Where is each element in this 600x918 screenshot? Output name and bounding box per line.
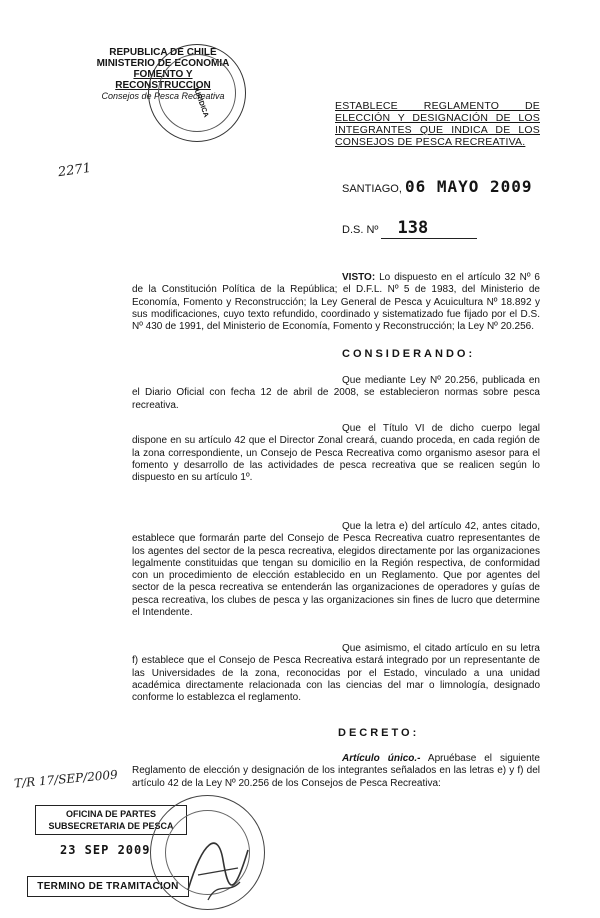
document-title bbox=[335, 100, 540, 148]
decree-number-line bbox=[342, 218, 477, 239]
office-stamp-line2: SUBSECRETARIA DE PESCA bbox=[48, 821, 174, 831]
article-label: Artículo único.- bbox=[342, 753, 421, 764]
decreto-heading: DECRETO: bbox=[338, 727, 420, 739]
received-date-stamp: 23 SEP 2009 bbox=[60, 843, 151, 857]
considerando-paragraph-3: Que la letra e) del artículo 42, antes citado, establece que formarán parte del Consejo de Pesca Recreativa cuatro representantes de los agentes del sector de la pesca recreativa, elegidos directamente por las organizaciones legalmente constituidas que tengan su domicilio en la Región respectiva, de conformidad con un procedimiento de elección establecido en un Reglamento. Que por agentes del sector de la pesca recreativa se entenderán las organizaciones de operadores y guías de pesca recreativa, los clubes de pesca y las organizaciones sin fines de lucro que determine el Intendente. bbox=[132, 521, 540, 619]
article-text: Apruébase el siguiente Reglamento de elección y designación de los integrantes señalados en las letras e) y f) del artículo 42 de la Ley Nº 20.256 de los Consejos de Pesca Recreativa: bbox=[132, 753, 540, 789]
letterhead-line3: FOMENTO Y RECONSTRUCCION bbox=[115, 69, 211, 91]
letterhead-line4: Consejos de Pesca Recreativa bbox=[101, 91, 225, 101]
considerando-paragraph-2: Que el Título VI de dicho cuerpo legal dispone en su artículo 42 que el Director Zonal creará, cuando proceda, en cada región de la zona correspondiente, un Consejo de Pesca Recreativa como organismo asesor para el fomento y desarrollo de las actividades de pesca recreativa que se realicen según lo dispuesto en su artículo 1º. bbox=[132, 423, 540, 484]
visto-text: Lo dispuesto en el artículo 32 Nº 6 de la Constitución Política de la República; el D.F.L. Nº 5 de 1983, del Ministerio de Economía, Fomento y Reconstrucción; la Ley General de Pesca y Acuicultura Nº 18.892 y sus modificaciones, cuyo texto refundido, coordinado y sistematizado fue fijado por el D.S. Nº 430 de 1991, del Ministerio de Economía, Fomento y Reconstrucción; la Ley Nº 20.256. bbox=[132, 272, 540, 333]
letterhead-line1: REPUBLICA DE CHILE bbox=[109, 47, 217, 58]
date-place: SANTIAGO, bbox=[342, 183, 402, 195]
decreto-article bbox=[132, 753, 540, 790]
decree-number: 138 bbox=[381, 218, 477, 239]
decree-number-label: D.S. Nº bbox=[342, 224, 379, 236]
document-title-text: ESTABLECE REGLAMENTO DE ELECCIÓN Y DESIGNACIÓN DE LOS INTEGRANTES QUE INDICA DE LOS CONSEJOS DE PESCA RECREATIVA. bbox=[335, 100, 540, 148]
letterhead-line2: MINISTERIO DE ECONOMIA bbox=[96, 58, 230, 69]
office-stamp-line1: OFICINA DE PARTES bbox=[65, 809, 156, 819]
handwritten-note: T/R 17/SEP/2009 bbox=[13, 767, 119, 791]
date-line bbox=[342, 177, 533, 196]
ministry-seal-text: JURIDICA bbox=[191, 85, 210, 119]
visto-label: VISTO: bbox=[342, 272, 376, 283]
considerando-paragraph-1: Que mediante Ley Nº 20.256, publicada en el Diario Oficial con fecha 12 de abril de 2008, se establecieron normas sobre pesca recreativa. bbox=[132, 375, 540, 411]
handwritten-number: 2271 bbox=[57, 160, 92, 181]
date-stamp: 06 MAYO 2009 bbox=[404, 177, 533, 196]
termino-stamp: TERMINO DE TRAMITACION bbox=[27, 876, 189, 897]
considerando-paragraph-4: Que asimismo, el citado artículo en su letra f) establece que el Consejo de Pesca Recreativa estará integrado por un representante de las Universidades de la zona, reconocidas por el Estado, vinculado a una unidad académica directamente relacionada con las ciencias del mar o limnología, designado conforme lo establezca el reglamento. bbox=[132, 643, 540, 704]
signature-icon bbox=[178, 820, 258, 910]
considerando-heading: CONSIDERANDO: bbox=[342, 348, 476, 360]
visto-paragraph bbox=[132, 272, 540, 333]
